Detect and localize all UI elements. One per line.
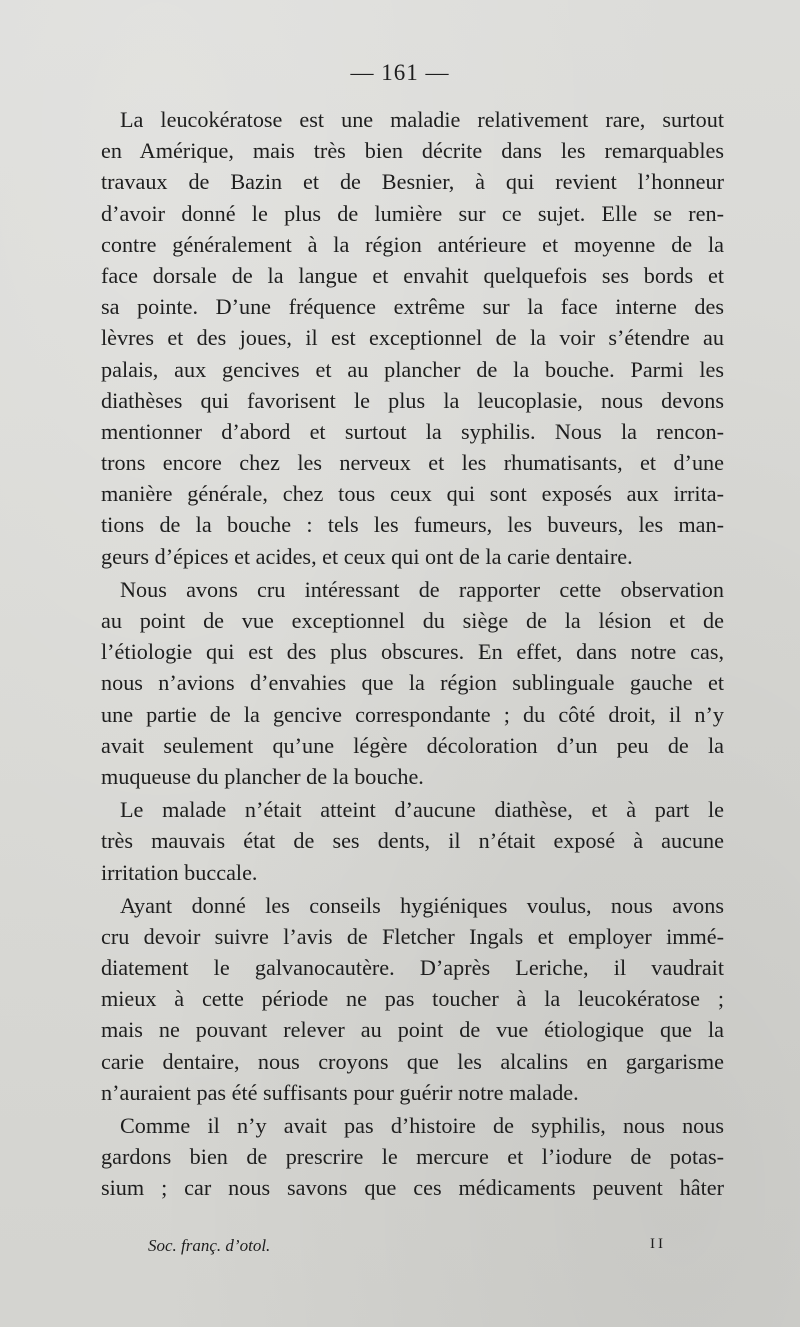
text-line: mentionner d’abord et surtout la syphilis. Nous la rencon-	[101, 418, 724, 444]
text-line: travaux de Bazin et de Besnier, à qui revient l’honneur	[101, 169, 724, 195]
text-line: avait seulement qu’une légère décoloration d’un peu de la	[101, 732, 724, 758]
signature-mark: Soc. franç. d’otol.	[148, 1236, 271, 1255]
text-line: sa pointe. D’une fréquence extrême sur la face interne des	[101, 294, 724, 320]
paragraph	[101, 890, 724, 1108]
text-line: mieux à cette période ne pas toucher à la leucokératose ;	[101, 986, 724, 1012]
text-line: palais, aux gencives et au plancher de la bouche. Parmi les	[101, 356, 724, 382]
paragraph	[101, 574, 724, 792]
text-line: une partie de la gencive correspondante ; du côté droit, il n’y	[101, 701, 724, 727]
text-line: nous n’avions d’envahies que la région sublinguale gauche et	[101, 670, 724, 696]
page-footer	[0, 1236, 800, 1266]
text-line: tions de la bouche : tels les fumeurs, les buveurs, les man-	[101, 512, 724, 538]
text-line: mais ne pouvant relever au point de vue étiologique que la	[101, 1017, 724, 1043]
page-number: — 161 —	[350, 60, 450, 85]
text-line: Comme il n’y avait pas d’histoire de syphilis, nous nous	[120, 1113, 724, 1138]
text-line: La leucokératose est une maladie relativement rare, surtout	[120, 107, 724, 132]
text-line: geurs d’épices et acides, et ceux qui ont de la carie dentaire.	[101, 543, 633, 569]
text-line: irritation buccale.	[101, 859, 258, 885]
text-line: Nous avons cru intéressant de rapporter cette observation	[120, 576, 724, 602]
text-line: au point de vue exceptionnel du siège de la lésion et de	[101, 608, 724, 633]
text-line: manière générale, chez tous ceux qui sont exposés aux irrita-	[101, 481, 724, 507]
text-line: diatement le galvanocautère. D’après Leriche, il vaudrait	[101, 955, 724, 981]
text-line: Ayant donné les conseils hygiéniques voulus, nous avons	[120, 892, 724, 918]
text-line: en Amérique, mais très bien décrite dans les remarquables	[101, 138, 724, 164]
sheet-number: II	[650, 1236, 666, 1252]
text-line: diathèses qui favorisent le plus la leucoplasie, nous devons	[101, 387, 724, 413]
text-line: très mauvais état de ses dents, il n’était exposé à aucune	[101, 828, 724, 854]
text-line: contre généralement à la région antérieure et moyenne de la	[101, 231, 724, 257]
text-line: carie dentaire, nous croyons que les alcalins en gargarisme	[101, 1048, 724, 1074]
text-line: face dorsale de la langue et envahit quelquefois ses bords et	[101, 262, 724, 288]
paragraph	[101, 104, 724, 572]
paragraph	[101, 794, 724, 888]
text-line: gardons bien de prescrire le mercure et l’iodure de potas-	[101, 1144, 724, 1170]
text-line: l’étiologie qui est des plus obscures. En effet, dans notre cas,	[101, 639, 724, 665]
paragraph	[101, 1110, 724, 1204]
text-line: sium ; car nous savons que ces médicaments peuvent hâter	[101, 1175, 724, 1201]
text-line: cru devoir suivre l’avis de Fletcher Ingals et employer immé-	[101, 923, 724, 949]
text-line: d’avoir donné le plus de lumière sur ce sujet. Elle se ren-	[101, 200, 724, 226]
text-line: n’auraient pas été suffisants pour guérir notre malade.	[101, 1079, 579, 1105]
body-text	[101, 104, 724, 1204]
text-line: lèvres et des joues, il est exceptionnel de la voir s’étendre au	[101, 325, 724, 351]
text-line: Le malade n’était atteint d’aucune diathèse, et à part le	[120, 797, 724, 823]
text-line: trons encore chez les nerveux et les rhumatisants, et d’une	[101, 450, 724, 476]
text-line: muqueuse du plancher de la bouche.	[101, 763, 424, 789]
